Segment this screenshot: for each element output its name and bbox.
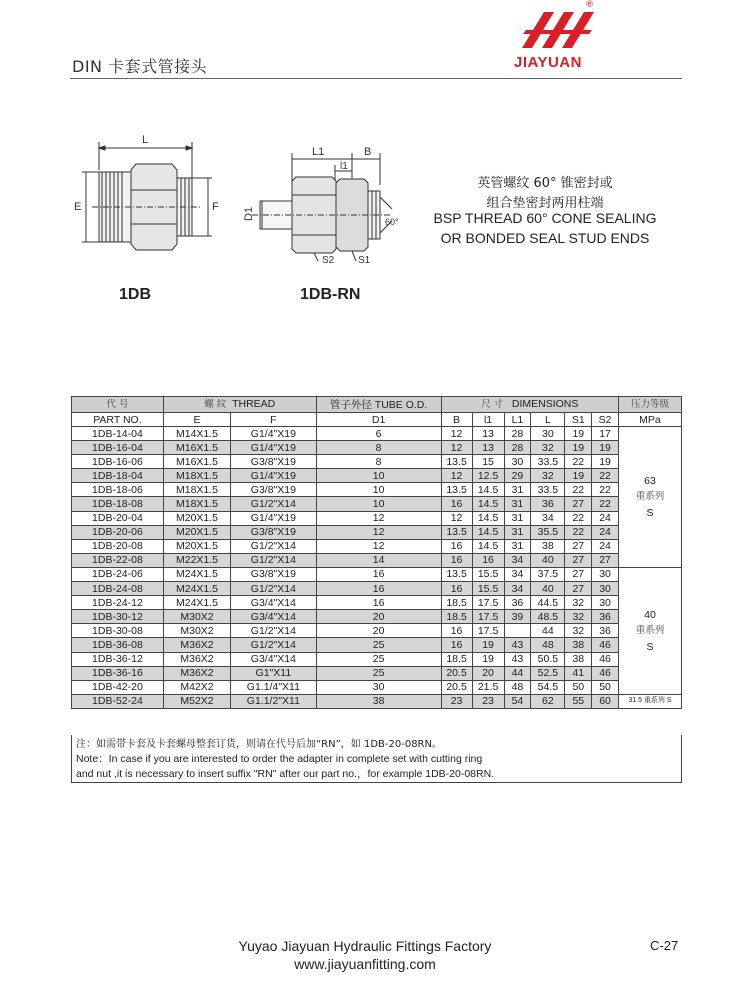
caption-1db: 1DB [119,286,152,303]
col-d1: D1 [316,413,441,427]
table-cell: 31 [504,497,531,511]
table-cell: 24 [592,525,619,539]
table-cell: 22 [565,525,592,539]
page-number: C-27 [650,938,679,953]
table-cell: 16 [316,596,441,610]
table-cell: 35.5 [531,525,565,539]
table-cell: 54.5 [531,680,565,694]
table-cell: 27 [592,553,619,567]
pressure-value: 40 [644,608,656,621]
table-cell: G3/4"X14 [231,610,316,624]
table-cell: 52.5 [531,666,565,680]
table-cell: 36 [592,624,619,638]
table-cell: 34 [531,511,565,525]
dim-b-label: B [364,146,372,158]
brand-name: JIAYUAN [514,54,582,71]
table-cell: M18X1.5 [163,483,230,497]
table-cell: 31 [504,539,531,553]
table-cell: 13.5 [441,525,472,539]
table-cell: 48 [504,680,531,694]
table-cell: 15.5 [472,582,504,596]
table-cell: 1DB-18-06 [72,483,164,497]
table-cell: 23 [472,694,504,708]
dim-l1-label: L1 [312,146,325,158]
table-cell: 40 [531,553,565,567]
table-cell: 28 [504,427,531,441]
table-cell: 10 [316,469,441,483]
table-cell: G1/4"X19 [231,511,316,525]
table-cell: 10 [316,483,441,497]
dim-angle-label: 60° [385,217,399,227]
table-cell: 46 [592,666,619,680]
table-cell: 20 [316,610,441,624]
table-cell: M22X1.5 [163,553,230,567]
table-cell: 19 [592,455,619,469]
table-cell: 32 [565,596,592,610]
table-cell: G1/2"X14 [231,638,316,652]
table-cell: 36 [592,610,619,624]
table-cell: 1DB-30-08 [72,624,164,638]
table-cell: 16 [316,582,441,596]
table-cell: 10 [316,497,441,511]
table-row [72,624,682,638]
table-cell: G1/4"X19 [231,427,316,441]
table-row [72,694,682,708]
table-cell: 36 [504,596,531,610]
table-cell: M24X1.5 [163,596,230,610]
table-cell: 50 [565,680,592,694]
table-cell: 21.5 [472,680,504,694]
table-cell: 40 [531,582,565,596]
table-cell: 39 [504,610,531,624]
table-row [72,567,682,581]
table-cell: 18.5 [441,652,472,666]
table-cell: 22 [565,511,592,525]
table-cell: 1DB-20-08 [72,539,164,553]
table-row [72,610,682,624]
table-cell: G1/4"X19 [231,469,316,483]
table-cell: 30 [316,680,441,694]
table-cell: 31 [504,511,531,525]
table-cell: 16 [441,582,472,596]
table-cell: M16X1.5 [163,455,230,469]
table-cell: 34 [504,582,531,596]
pressure-series: 重系列 [635,490,665,502]
table-cell: G3/8"X19 [231,483,316,497]
registered-mark: ® [585,0,594,10]
table-cell: 12.5 [472,469,504,483]
table-cell: 12 [441,469,472,483]
footer-company: Yuyao Jiayuan Hydraulic Fittings Factory [238,938,492,954]
table-cell: 12 [441,427,472,441]
table-cell: 6 [316,427,441,441]
footer-website: www.jiayuanfitting.com [294,956,436,972]
table-cell: 17.5 [472,596,504,610]
table-cell: 12 [316,525,441,539]
table-cell: 37.5 [531,567,565,581]
table-row [72,525,682,539]
table-cell: 46 [592,638,619,652]
table-cell: 30 [504,455,531,469]
table-cell: M14X1.5 [163,427,230,441]
table-cell: 27 [565,497,592,511]
table-cell: 16 [441,638,472,652]
table-cell: 19 [472,652,504,666]
dim-l1-small-label: l1 [340,161,348,172]
table-cell: 27 [565,567,592,581]
table-cell: 50.5 [531,652,565,666]
table-cell: 19 [592,441,619,455]
table-cell: 1DB-36-12 [72,652,164,666]
table-cell: 55 [565,694,592,708]
table-cell: 33.5 [531,483,565,497]
table-row [72,680,682,694]
table-cell: 25 [316,666,441,680]
table-row [72,582,682,596]
table-cell: G1"X11 [231,666,316,680]
table-cell: 19 [565,427,592,441]
table-cell [504,624,531,638]
table-cell: G1/2"X14 [231,539,316,553]
table-cell: M30X2 [163,610,230,624]
fitting-1db-drawing [74,130,224,255]
table-cell: 30 [592,582,619,596]
table-cell: 16 [441,553,472,567]
dim-s2-label: S2 [322,255,335,265]
table-cell: 14.5 [472,511,504,525]
table-cell: M36X2 [163,666,230,680]
description-cn-line2: 组合垫密封两用柱端 [486,196,604,211]
table-cell: 17.5 [472,624,504,638]
table-row [72,441,682,455]
table-cell: 8 [316,441,441,455]
table-cell: 30 [592,596,619,610]
pressure-cell [618,427,681,568]
table-cell: 1DB-24-06 [72,567,164,581]
table-cell: 22 [565,455,592,469]
table-row [72,469,682,483]
table-cell: G1.1/4"X11 [231,680,316,694]
table-cell: G3/8"X19 [231,567,316,581]
table-cell: 43 [504,638,531,652]
table-cell: 34 [504,567,531,581]
table-cell: 1DB-24-08 [72,582,164,596]
table-cell: 14.5 [472,539,504,553]
table-cell: 38 [531,539,565,553]
table-row [72,511,682,525]
table-row [72,455,682,469]
table-cell: 32 [565,624,592,638]
table-cell: G1/2"X14 [231,497,316,511]
table-cell: 50 [592,680,619,694]
table-cell: 1DB-42-20 [72,680,164,694]
table-cell: 1DB-20-04 [72,511,164,525]
table-cell: 48 [531,638,565,652]
table-cell: 23 [441,694,472,708]
table-cell: 44 [504,666,531,680]
col-f: F [231,413,316,427]
table-cell: 28 [504,441,531,455]
table-cell: 48.5 [531,610,565,624]
table-cell: 20.5 [441,680,472,694]
table-row [72,638,682,652]
note-en-line2: and nut ,it is necessary to insert suffix "RN" after our part no.，for example 1DB-20-08RN. [76,768,495,780]
table-cell: 12 [441,511,472,525]
dim-d1-label: D1 [243,206,255,221]
table-cell: M20X1.5 [163,525,230,539]
pressure-series-code: S [646,506,654,519]
table-cell: 14 [316,553,441,567]
table-cell: 54 [504,694,531,708]
col-l1-small: l1 [472,413,504,427]
col-l: L [531,413,565,427]
dim-f-label: F [212,201,219,213]
description-cn-line1: 英管螺纹 60° 锥密封或 [477,176,613,191]
col-mpa: MPa [618,413,681,427]
table-cell: 20.5 [441,666,472,680]
table-cell: 31 [504,525,531,539]
description-en-line2: OR BONDED SEAL STUD ENDS [440,230,650,246]
header-pressure: 压力等级 [618,397,681,413]
table-cell: 29 [504,469,531,483]
table-cell: 13 [472,441,504,455]
table-cell: 18.5 [441,610,472,624]
table-cell: 1DB-14-04 [72,427,164,441]
table-cell: 1DB-18-04 [72,469,164,483]
table-cell: 14.5 [472,497,504,511]
table-cell: 25 [316,652,441,666]
table-cell: 46 [592,652,619,666]
table-cell: 31 [504,483,531,497]
table-cell: G3/8"X19 [231,455,316,469]
table-cell: 43 [504,652,531,666]
table-row [72,483,682,497]
table-cell: 22 [592,497,619,511]
col-part-no: PART NO. [72,413,164,427]
table-cell: 41 [565,666,592,680]
table-cell: 30 [592,567,619,581]
table-cell: G1/2"X14 [231,582,316,596]
table-cell: M20X1.5 [163,511,230,525]
table-cell: M20X1.5 [163,539,230,553]
order-note [71,735,682,783]
table-row [72,553,682,567]
table-cell: 16 [316,567,441,581]
col-s1: S1 [565,413,592,427]
table-cell: 22 [565,483,592,497]
table-cell: 38 [316,694,441,708]
header-dimensions: 尺 寸 DIMENSIONS [441,397,618,413]
col-b: B [441,413,472,427]
table-cell: M24X1.5 [163,567,230,581]
pressure-value: 31.5 [628,697,642,705]
table-row [72,427,682,441]
table-cell: 20 [316,624,441,638]
table-cell: 1DB-16-04 [72,441,164,455]
table-cell: 20 [472,666,504,680]
pressure-cell [618,694,681,708]
table-cell: 38 [565,652,592,666]
dim-s1-label: S1 [358,255,371,265]
table-cell: 16 [441,624,472,638]
pressure-value: 63 [644,474,656,487]
table-cell: 16 [441,539,472,553]
table-cell: 34 [504,553,531,567]
table-cell: 44 [531,624,565,638]
table-cell: G3/4"X14 [231,596,316,610]
table-row [72,596,682,610]
table-cell: 24 [592,511,619,525]
table-row [72,497,682,511]
col-s2: S2 [592,413,619,427]
pressure-cell [618,567,681,694]
table-cell: 32 [565,610,592,624]
table-cell: 22 [592,469,619,483]
note-cn: 注：如需带卡套及卡套螺母整套订货，则请在代号后加“RN”，如 1DB-20-08RN。 [76,739,442,750]
spec-table-body [72,427,682,709]
table-cell: 24 [592,539,619,553]
caption-1db-rn: 1DB-RN [300,286,361,303]
note-en-line1: Note：In case if you are interested to order the adapter in complete set with cutting ring [76,753,483,765]
table-cell: 19 [565,469,592,483]
table-cell: M16X1.5 [163,441,230,455]
dim-e-label: E [74,201,82,213]
header-divider [70,78,682,79]
table-cell: 1DB-52-24 [72,694,164,708]
table-cell: M24X1.5 [163,582,230,596]
table-cell: G1/4"X19 [231,441,316,455]
table-cell: G1.1/2"X11 [231,694,316,708]
table-cell: 12 [441,441,472,455]
table-cell: 12 [316,511,441,525]
table-cell: 27 [565,553,592,567]
pressure-series: 重系列 [643,697,665,705]
table-cell: 16 [441,497,472,511]
table-cell: M42X2 [163,680,230,694]
table-cell: 1DB-22-08 [72,553,164,567]
table-cell: 1DB-36-16 [72,666,164,680]
table-cell: 44.5 [531,596,565,610]
table-cell: 36 [531,497,565,511]
page-title: DIN 卡套式管接头 [72,57,208,76]
table-cell: 13.5 [441,567,472,581]
table-cell: 62 [531,694,565,708]
table-cell: 17.5 [472,610,504,624]
table-cell: 30 [531,427,565,441]
table-cell: 60 [592,694,619,708]
col-l1: L1 [504,413,531,427]
table-cell: 38 [565,638,592,652]
table-cell: M18X1.5 [163,469,230,483]
table-cell: M52X2 [163,694,230,708]
table-cell: G3/8"X19 [231,525,316,539]
table-cell: G1/2"X14 [231,624,316,638]
table-cell: 13.5 [441,483,472,497]
table-cell: 17 [592,427,619,441]
table-cell: 1DB-16-06 [72,455,164,469]
pressure-series: 重系列 [635,624,665,636]
table-cell: 16 [472,553,504,567]
table-cell: M36X2 [163,652,230,666]
table-row [72,666,682,680]
table-cell: 19 [472,638,504,652]
header-thread: 螺 纹 THREAD [163,397,316,413]
table-cell: 13.5 [441,455,472,469]
table-cell: G1/2"X14 [231,553,316,567]
dim-l-label: L [142,134,149,146]
table-cell: 19 [565,441,592,455]
table-cell: 27 [565,582,592,596]
table-cell: 1DB-20-06 [72,525,164,539]
table-cell: 18.5 [441,596,472,610]
table-cell: M36X2 [163,638,230,652]
table-cell: 15.5 [472,567,504,581]
table-cell: 33.5 [531,455,565,469]
table-cell: 15 [472,455,504,469]
header-tube-od: 管子外径 TUBE O.D. [316,397,441,413]
table-cell: 1DB-30-12 [72,610,164,624]
table-cell: 12 [316,539,441,553]
table-cell: 1DB-18-08 [72,497,164,511]
table-cell: 32 [531,469,565,483]
table-cell: 27 [565,539,592,553]
table-cell: 13 [472,427,504,441]
table-row [72,652,682,666]
table-cell: M30X2 [163,624,230,638]
table-cell: 1DB-36-08 [72,638,164,652]
pressure-series-code: S [646,640,654,653]
description-en-line1: BSP THREAD 60° CONE SEALING [433,210,657,226]
table-cell: 25 [316,638,441,652]
table-cell: 32 [531,441,565,455]
table-cell: 1DB-24-12 [72,596,164,610]
table-cell: 22 [592,483,619,497]
table-cell: 14.5 [472,525,504,539]
table-cell: M18X1.5 [163,497,230,511]
table-cell: 8 [316,455,441,469]
header-code: 代 号 [72,397,164,413]
table-cell: G3/4"X14 [231,652,316,666]
table-cell: 14.5 [472,483,504,497]
fitting-1db-rn-drawing [240,145,400,265]
col-e: E [163,413,230,427]
pressure-series-code: S [666,697,672,705]
table-row [72,539,682,553]
spec-table [71,396,682,709]
